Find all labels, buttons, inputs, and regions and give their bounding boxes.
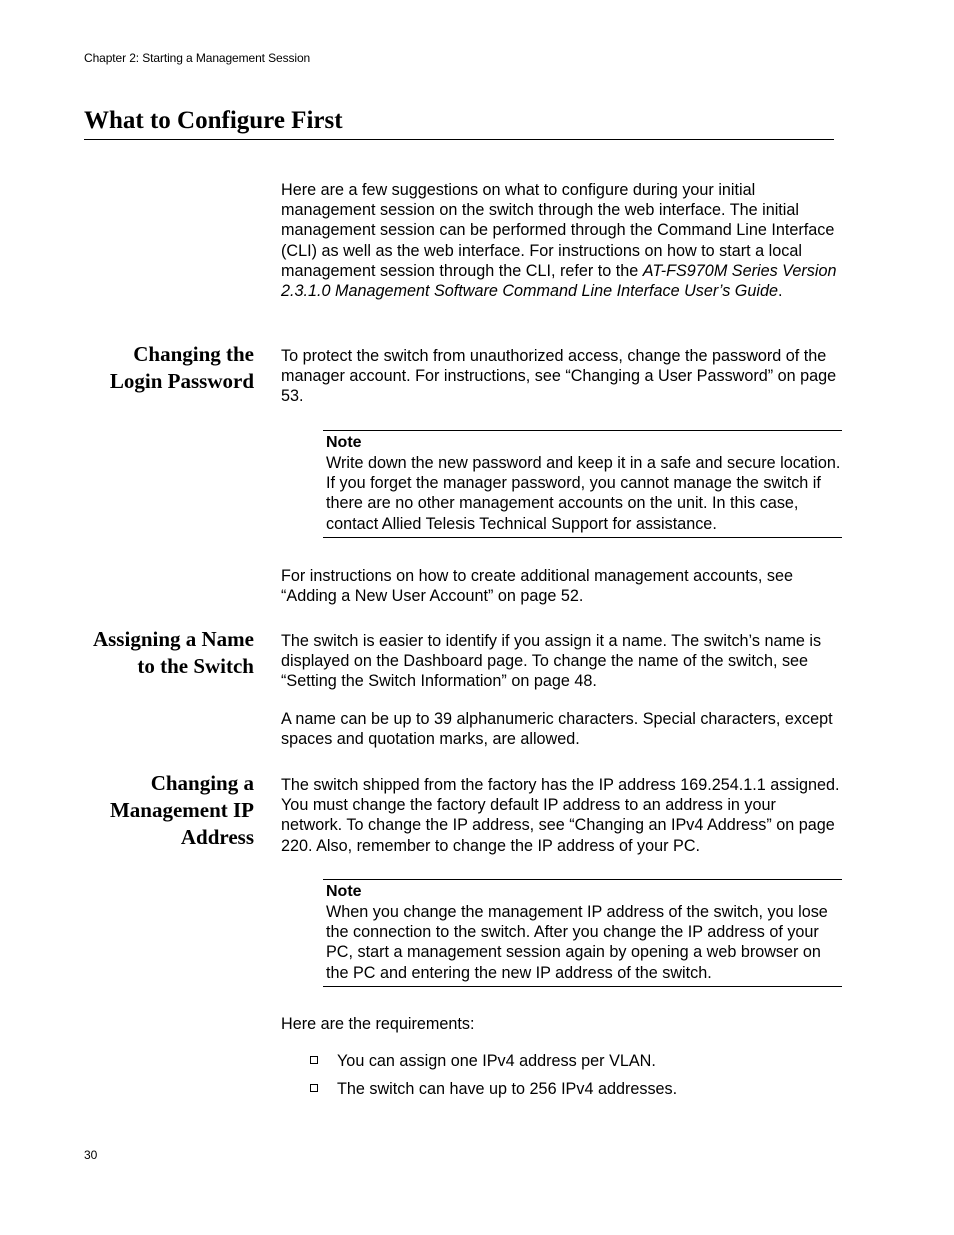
intro-paragraph: [281, 180, 841, 301]
heading-changing-login-password: [54, 341, 254, 395]
login-password-paragraph: To protect the switch from unauthorized access, change the password of the manager account. For instructions, see “Changing a User Password” on page 53.: [281, 347, 837, 406]
note-text: When you change the management IP address of the switch, you lose the connection to the switch. After you change the IP address of your PC, start a management session again by opening a web browser on the PC and entering the new IP address of the switch.: [326, 903, 828, 982]
bullet-box-icon: [310, 1056, 318, 1064]
guide-title: AT-FS970M Series Version 2.3.1.0 Management Software Command Line Interface User’s Guide: [281, 261, 837, 301]
heading-line: Login Password: [109, 369, 254, 393]
heading-assigning-name: [54, 626, 254, 680]
list-item: [310, 1051, 656, 1071]
name-length-paragraph: A name can be up to 39 alphanumeric characters. Special characters, except spaces and quotation marks, are allowed.: [281, 710, 833, 749]
requirements-paragraph: Here are the requirements:: [281, 1015, 475, 1033]
page-number: 30: [84, 1148, 98, 1162]
note-label: Note: [326, 434, 362, 451]
switch-name-paragraph: The switch is easier to identify if you assign it a name. The switch’s name is displayed on the Dashboard page. To change the name of the switch, see “Setting the Switch Information” on page 48.: [281, 632, 822, 691]
heading-line: Changing a: [150, 771, 254, 795]
running-head: Chapter 2: Starting a Management Session: [84, 51, 311, 65]
intro-text-end: .: [777, 282, 783, 301]
list-item-text: The switch can have up to 256 IPv4 addresses.: [337, 1080, 678, 1098]
note-password: [323, 430, 842, 538]
heading-line: Address: [180, 825, 254, 849]
note-text: Write down the new password and keep it in a safe and secure location. If you forget the manager password, you cannot manage the switch if there are no other management accounts on the unit. In this case, contact Allied Telesis Technical Support for assistance.: [326, 454, 841, 533]
heading-line: Management IP: [109, 798, 254, 822]
bullet-box-icon: [310, 1084, 318, 1092]
additional-accounts-paragraph: For instructions on how to create additional management accounts, see “Adding a New User Account” on page 52.: [281, 567, 793, 606]
chapter-title: What to Configure First: [84, 107, 834, 140]
list-item-text: You can assign one IPv4 address per VLAN.: [337, 1052, 656, 1070]
intro-text: Here are a few suggestions on what to configure during your initial management session on the switch through the web interface. The initial management session can be performed through the Command Line Interface (CLI) as well as the web interface. For instructions on how to start a local management session through the CLI, refer to the: [281, 181, 835, 280]
note-ip-address: [323, 879, 842, 987]
note-label: Note: [326, 883, 362, 900]
list-item: [310, 1079, 677, 1099]
heading-line: to the Switch: [137, 654, 254, 678]
heading-line: Assigning a Name: [92, 627, 254, 651]
management-ip-paragraph: The switch shipped from the factory has the IP address 169.254.1.1 assigned. You must change the factory default IP address to an address in your network. To change the IP address, see “Changing an IPv4 Address” on page 220. Also, remember to change the IP address of your PC.: [281, 776, 840, 855]
heading-changing-management-ip: [54, 770, 254, 851]
heading-line: Changing the: [133, 342, 254, 366]
